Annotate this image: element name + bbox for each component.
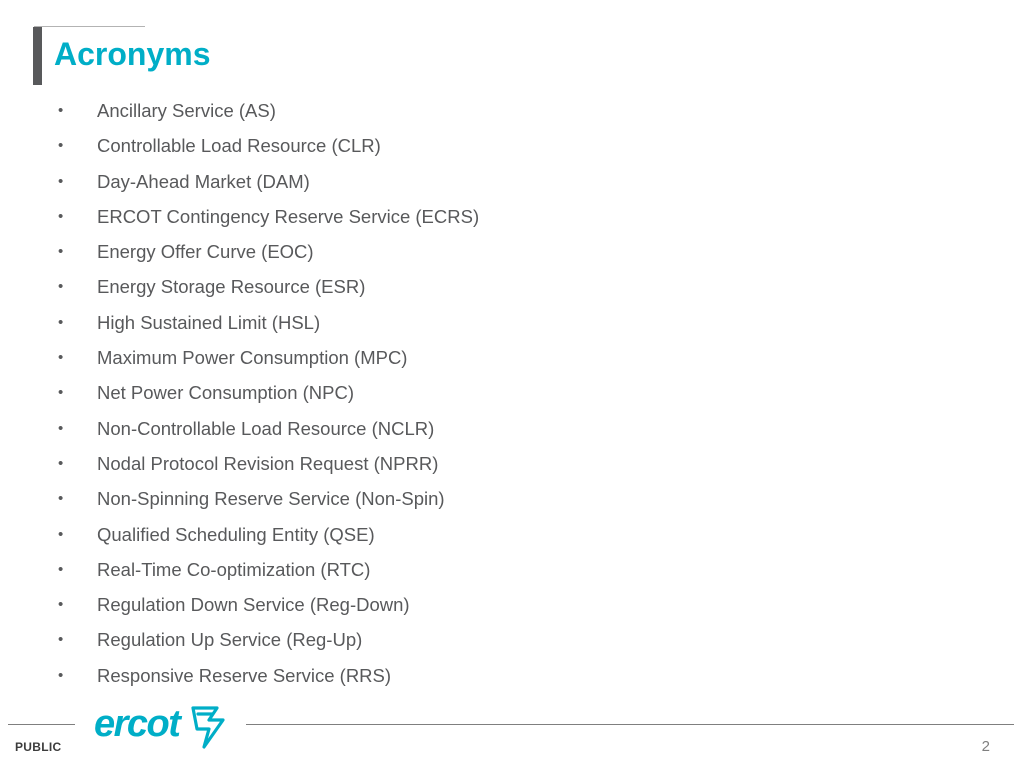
list-item	[0, 270, 700, 305]
bullet-icon: •	[58, 525, 64, 543]
logo-bolt-icon	[193, 708, 223, 747]
list-item	[0, 341, 700, 376]
list-item	[0, 129, 700, 164]
list-item-text: Regulation Down Service (Reg-Down)	[97, 594, 410, 616]
bullet-icon: •	[58, 560, 64, 578]
title-rule	[34, 26, 145, 27]
acronym-list	[0, 94, 700, 694]
bullet-icon: •	[58, 631, 64, 649]
bullet-icon: •	[58, 596, 64, 614]
bullet-icon: •	[58, 172, 64, 190]
list-item	[0, 200, 700, 235]
bullet-icon: •	[58, 243, 64, 261]
list-item-text: Controllable Load Resource (CLR)	[97, 135, 381, 157]
bullet-icon: •	[58, 349, 64, 367]
ercot-logo	[92, 700, 228, 752]
footer-divider-right	[246, 724, 1014, 725]
list-item-text: Regulation Up Service (Reg-Up)	[97, 629, 363, 651]
list-item-text: Energy Offer Curve (EOC)	[97, 241, 314, 263]
list-item-text: Qualified Scheduling Entity (QSE)	[97, 523, 375, 545]
list-item	[0, 376, 700, 411]
title-accent-bar	[33, 27, 42, 85]
list-item	[0, 588, 700, 623]
list-item	[0, 165, 700, 200]
list-item	[0, 235, 700, 270]
bullet-icon: •	[58, 454, 64, 472]
bullet-icon: •	[58, 313, 64, 331]
list-item	[0, 94, 700, 129]
list-item	[0, 447, 700, 482]
list-item	[0, 306, 700, 341]
list-item-text: Day-Ahead Market (DAM)	[97, 170, 310, 192]
list-item-text: Non-Spinning Reserve Service (Non-Spin)	[97, 488, 445, 510]
list-item-text: Ancillary Service (AS)	[97, 100, 276, 121]
bullet-icon: •	[58, 207, 64, 225]
bullet-icon: •	[58, 666, 64, 684]
list-item	[0, 412, 700, 447]
list-item	[0, 553, 700, 588]
list-item-text: Net Power Consumption (NPC)	[97, 382, 355, 404]
list-item-text: Maximum Power Consumption (MPC)	[97, 347, 408, 369]
list-item-text: Nodal Protocol Revision Request (NPRR)	[97, 452, 439, 474]
list-item-text: ERCOT Contingency Reserve Service (ECRS)	[97, 205, 480, 227]
list-item-text: Non-Controllable Load Resource (NCLR)	[97, 417, 435, 439]
bullet-icon: •	[58, 102, 64, 119]
bullet-icon: •	[58, 384, 64, 402]
page-number: 2	[981, 738, 990, 755]
list-item-text: Responsive Reserve Service (RRS)	[97, 664, 392, 686]
list-item	[0, 482, 700, 517]
bullet-icon: •	[58, 490, 64, 508]
list-item	[0, 518, 700, 553]
logo-wordmark: ercot	[94, 703, 180, 745]
bullet-icon: •	[58, 278, 64, 296]
list-item	[0, 659, 700, 694]
list-item-text: High Sustained Limit (HSL)	[97, 311, 321, 333]
list-item-text: Real-Time Co-optimization (RTC)	[97, 558, 371, 580]
list-item	[0, 623, 700, 658]
bullet-icon: •	[58, 137, 64, 155]
list-item-text: Energy Storage Resource (ESR)	[97, 276, 366, 298]
footer-divider-left	[8, 724, 75, 725]
bullet-icon: •	[58, 419, 64, 437]
slide-title: Acronyms	[54, 36, 211, 72]
classification-label: PUBLIC	[15, 740, 62, 754]
